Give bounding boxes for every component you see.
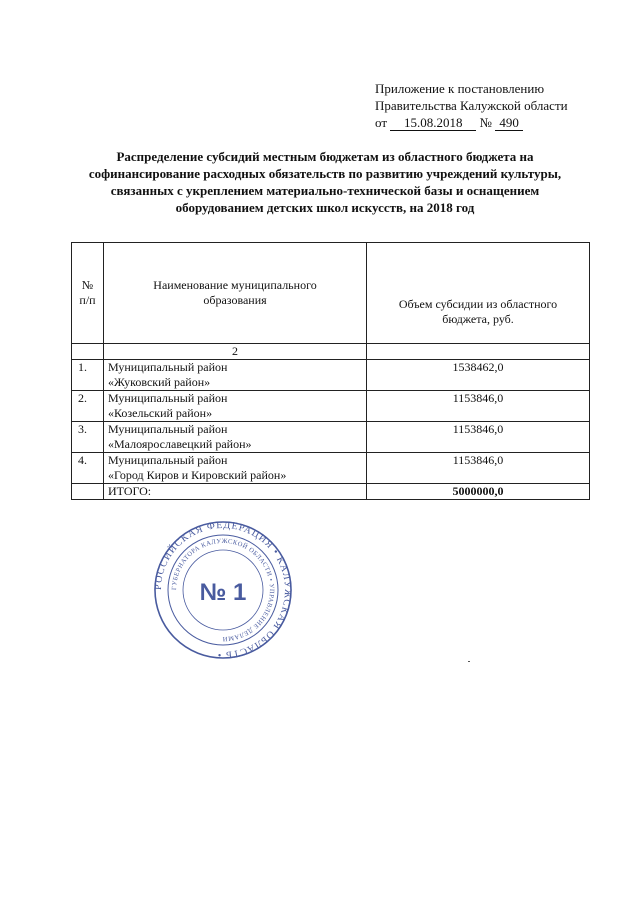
header-amount-line: Объем субсидии из областного [398, 297, 558, 311]
stray-mark [468, 661, 470, 662]
appendix-line2: Правительства Калужской области [375, 98, 568, 113]
row-num: 3. [72, 422, 104, 453]
seal-center-text: № 1 [199, 579, 247, 606]
seal-outer-text: РОССИЙСКАЯ ФЕДЕРАЦИЯ • КАЛУЖСКАЯ ОБЛАСТЬ • [153, 520, 293, 660]
total-amount: 5000000,0 [367, 484, 590, 500]
header-num-line: № [81, 278, 94, 292]
appendix-block [375, 80, 568, 131]
row-name-line: Муниципальный район [108, 391, 228, 405]
decree-date: 15.08.2018 [390, 116, 476, 131]
header-name-line: Наименование муниципального [153, 278, 317, 292]
row-amount: 1538462,0 [367, 360, 590, 391]
row-name [104, 391, 367, 422]
column-number-row [72, 344, 590, 360]
number-label: № [479, 115, 492, 130]
row-name-line: Муниципальный район [108, 422, 228, 436]
row-name-line: «Малоярославецкий район» [108, 437, 252, 451]
header-num [72, 243, 104, 344]
row-name [104, 453, 367, 484]
row-amount: 1153846,0 [367, 391, 590, 422]
table-row [72, 391, 590, 422]
title-line: связанных с укреплением материально-технической базы и оснащением [110, 183, 540, 198]
table-header-row [72, 243, 590, 344]
title-line: Распределение субсидий местным бюджетам из областного бюджета на [116, 149, 534, 164]
column-number [367, 344, 590, 360]
decree-number: 490 [495, 116, 523, 131]
row-name-line: Муниципальный район [108, 360, 228, 374]
column-number [72, 344, 104, 360]
official-seal [153, 520, 293, 660]
total-row [72, 484, 590, 500]
table-row [72, 453, 590, 484]
subsidy-table [71, 242, 590, 500]
title-line: софинансирование расходных обязательств по развитию учреждений культуры, [88, 166, 562, 181]
header-num-line: п/п [79, 293, 96, 307]
row-num: 2. [72, 391, 104, 422]
total-num [72, 484, 104, 500]
appendix-number-line [375, 114, 568, 131]
row-name-line: «Козельский район» [108, 406, 213, 420]
total-label: ИТОГО: [104, 484, 367, 500]
table-row [72, 422, 590, 453]
header-name-line: образования [203, 293, 267, 307]
row-name-line: «Город Киров и Кировский район» [108, 468, 287, 482]
row-num: 1. [72, 360, 104, 391]
row-amount: 1153846,0 [367, 422, 590, 453]
row-name [104, 422, 367, 453]
row-name-line: Муниципальный район [108, 453, 228, 467]
table-row [72, 360, 590, 391]
title-line: оборудованием детских школ искусств, на 2018 год [175, 200, 475, 215]
seal-inner-text: ГУБЕРНАТОРА КАЛУЖСКОЙ ОБЛАСТИ • УПРАВЛЕНИЕ ДЕЛАМИ [170, 537, 276, 643]
header-amount-line: бюджета, руб. [442, 312, 514, 326]
row-name [104, 360, 367, 391]
from-label: от [375, 115, 388, 130]
header-name [104, 243, 367, 344]
seal-graphic [153, 520, 293, 660]
row-num: 4. [72, 453, 104, 484]
column-number: 2 [104, 344, 367, 360]
appendix-line1: Приложение к постановлению [375, 81, 545, 96]
header-amount [367, 243, 590, 344]
document-title [60, 148, 590, 216]
row-amount: 1153846,0 [367, 453, 590, 484]
row-name-line: «Жуковский район» [108, 375, 211, 389]
